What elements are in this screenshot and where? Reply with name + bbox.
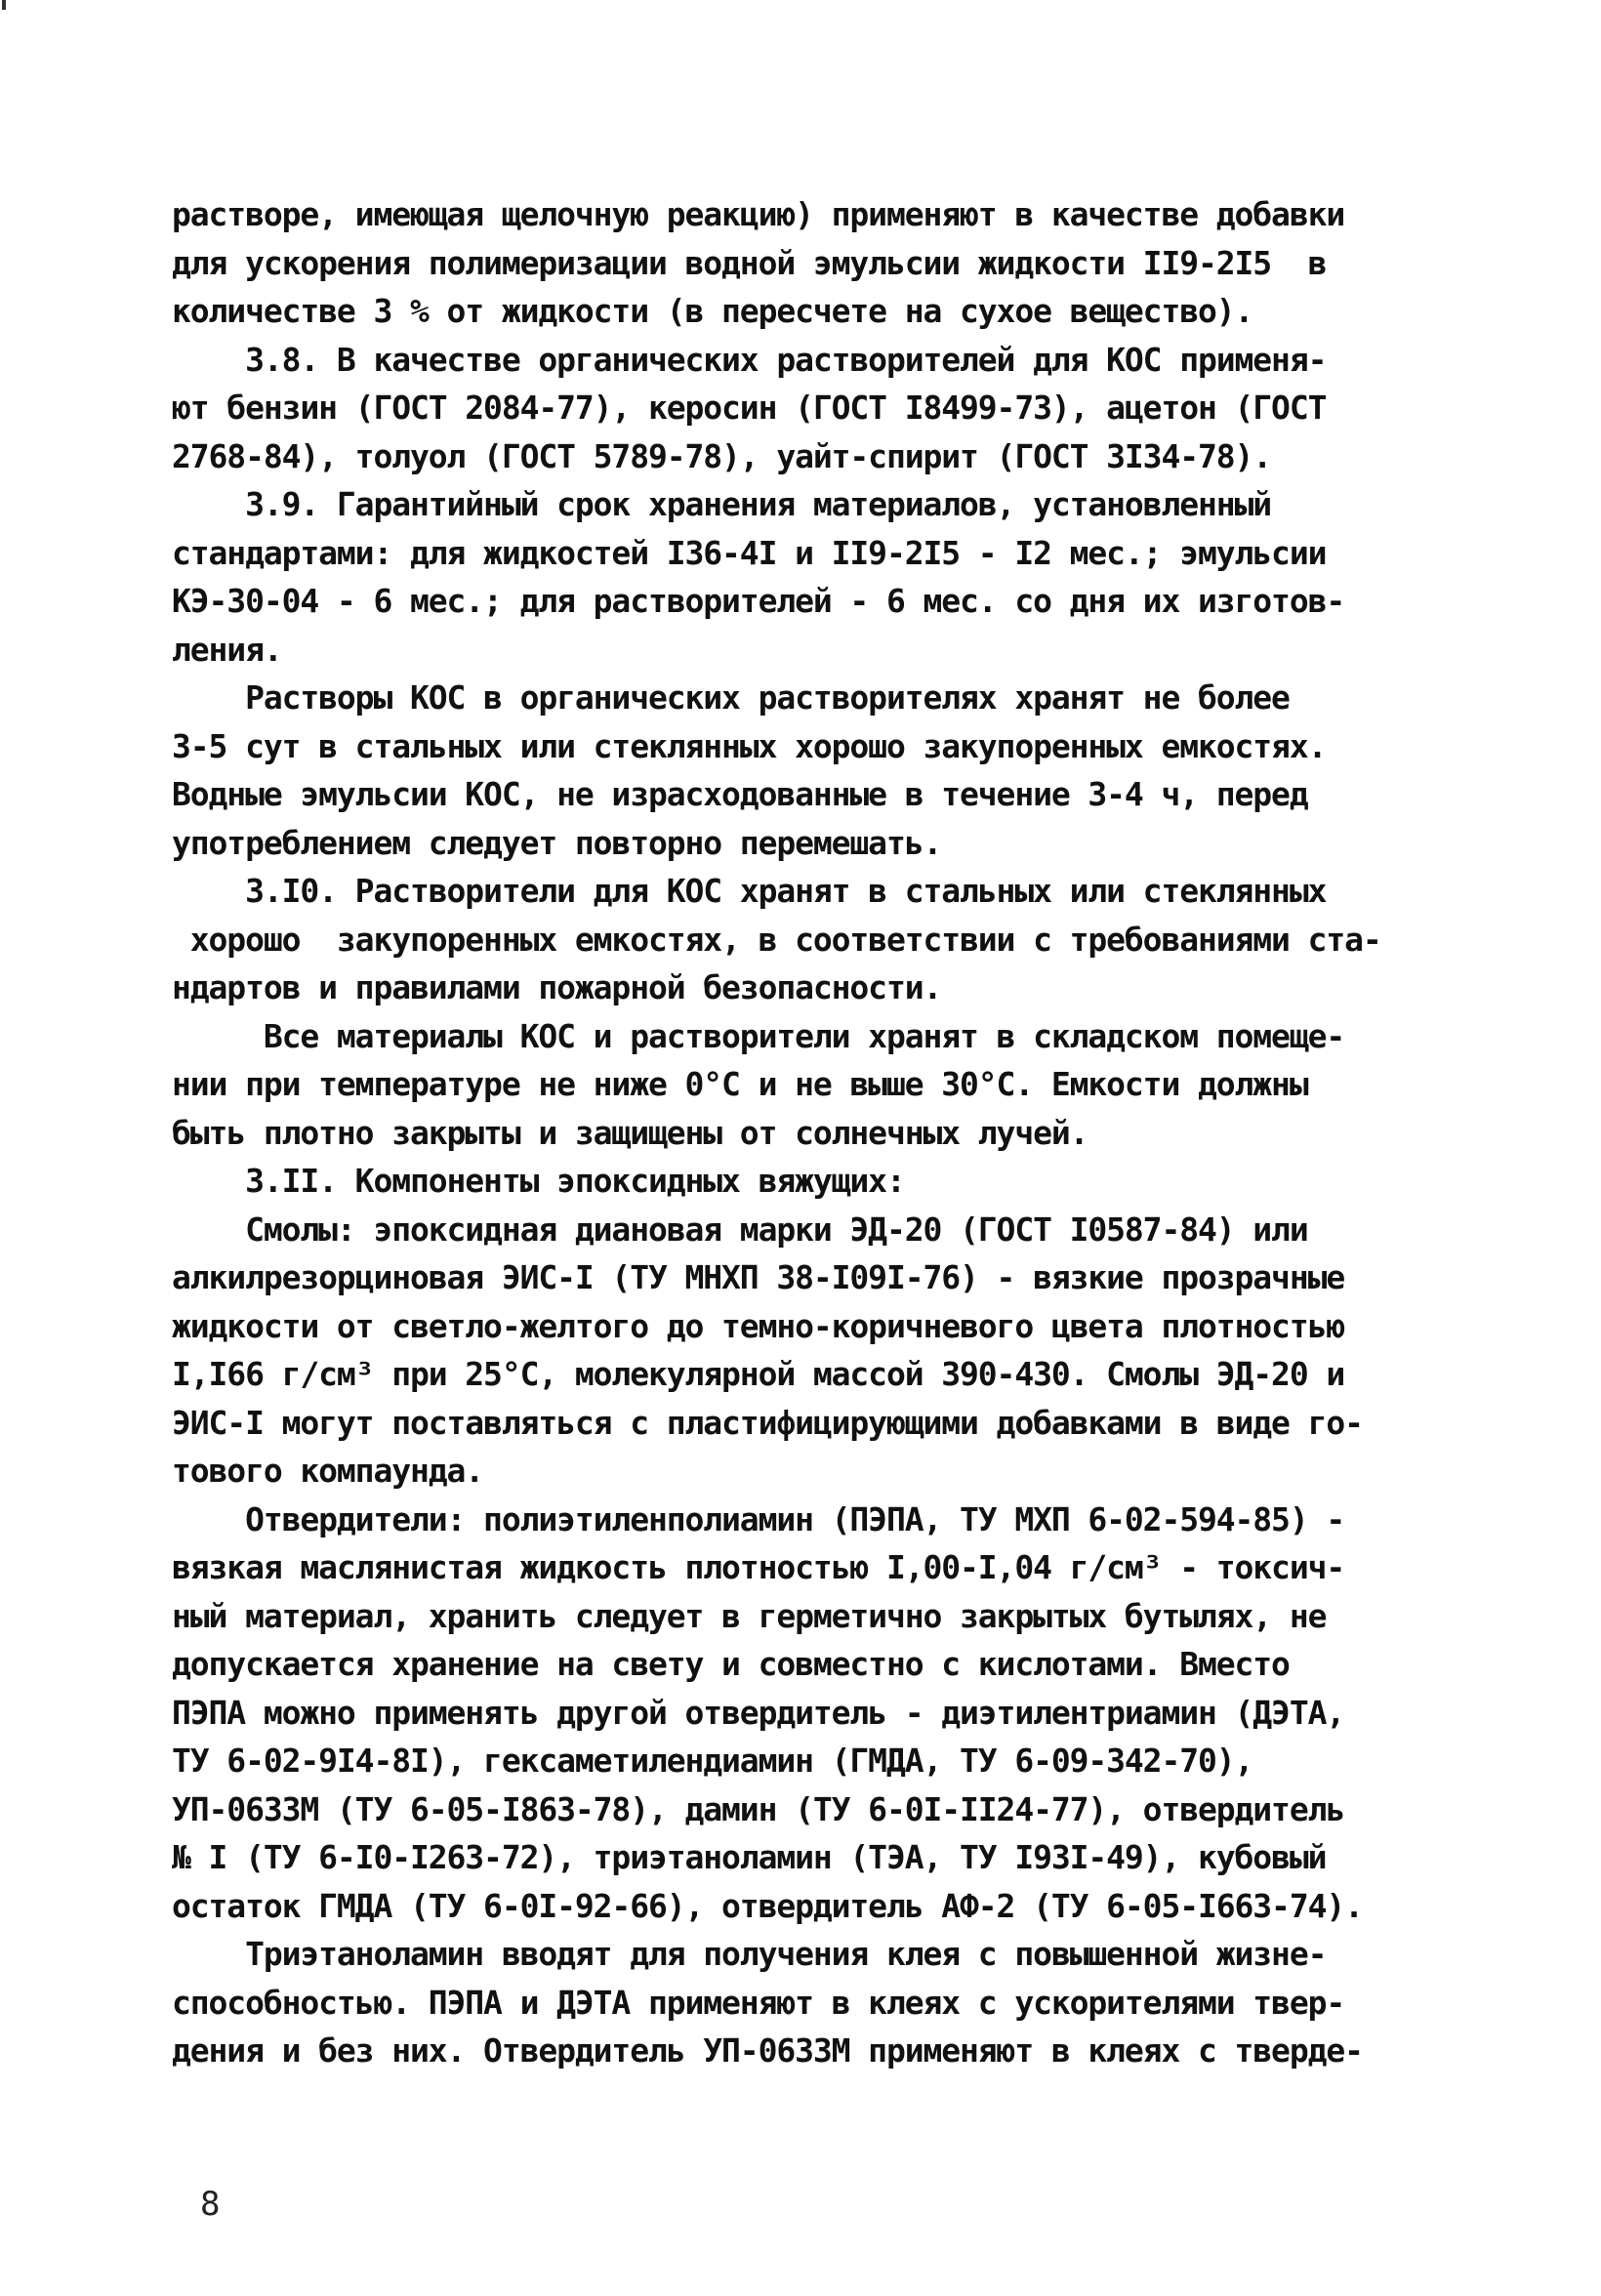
text-line: Растворы КОС в органических растворителях хранят не более — [172, 678, 1290, 717]
text-line: 3.9. Гарантийный срок хранения материалов, установленный — [172, 485, 1272, 523]
scan-edge-mark — [2, 0, 6, 10]
text-line: быть плотно закрыты и защищены от солнечных лучей. — [172, 1113, 1088, 1152]
text-line: растворе, имеющая щелочную реакцию) применяют в качестве добавки — [172, 195, 1345, 233]
text-line: ления. — [172, 630, 282, 669]
text-line: 2768-84), толуол (ГОСТ 5789-78), уайт-спирит (ГОСТ 3I34-78). — [172, 436, 1272, 475]
text-line: ПЭПА можно применять другой отвердитель - диэтилентриамин (ДЭТА, — [172, 1693, 1345, 1732]
text-line: употреблением следует повторно перемешать. — [172, 823, 942, 862]
text-line: Смолы: эпоксидная диановая марки ЭД-20 (ГОСТ I0587-84) или — [172, 1210, 1308, 1249]
text-line: жидкости от светло-желтого до темно-коричневого цвета плотностью — [172, 1306, 1345, 1345]
text-line: I,I66 г/см³ при 25°С, молекулярной массой 390-430. Смолы ЭД-20 и — [172, 1355, 1345, 1393]
text-line: ный материал, хранить следует в герметично закрытых бутылях, не — [172, 1596, 1327, 1635]
text-line: Триэтаноламин вводят для получения клея с повышенной жизне- — [172, 1935, 1327, 1973]
text-line: Водные эмульсии КОС, не израсходованные в течение 3-4 ч, перед — [172, 775, 1308, 813]
text-line: № I (ТУ 6-I0-I263-72), триэтаноламин (ТЭА, ТУ I93I-49), кубовый — [172, 1838, 1327, 1876]
text-line: нии при температуре не ниже 0°С и не выше 30°С. Емкости должны — [172, 1065, 1308, 1103]
page-body-text — [172, 190, 1441, 2075]
text-line: способностью. ПЭПА и ДЭТА применяют в клеях с ускорителями твер- — [172, 1983, 1345, 2022]
text-line: 3-5 сут в стальных или стеклянных хорошо закупоренных емкостях. — [172, 726, 1327, 765]
text-line: для ускорения полимеризации водной эмульсии жидкости II9-2I5 в — [172, 243, 1327, 282]
text-line: количестве 3 % от жидкости (в пересчете на сухое вещество). — [172, 292, 1253, 330]
text-line: 3.II. Компоненты эпоксидных вяжущих: — [172, 1162, 905, 1200]
text-line: УП-0633М (ТУ 6-05-I863-78), дамин (ТУ 6-0I-II24-77), отвердитель — [172, 1789, 1345, 1828]
text-line: ндартов и правилами пожарной безопасности. — [172, 968, 942, 1006]
text-line: дения и без них. Отвердитель УП-0633М применяют в клеях с тверде- — [172, 2031, 1363, 2070]
text-line: 3.8. В качестве органических растворителей для КОС применя- — [172, 340, 1327, 379]
text-line: ЭИС-I могут поставляться с пластифицирующими добавками в виде го- — [172, 1403, 1363, 1442]
page-number: 8 — [200, 2185, 221, 2224]
text-line: ют бензин (ГОСТ 2084-77), керосин (ГОСТ I8499-73), ацетон (ГОСТ — [172, 389, 1327, 427]
text-line: КЭ-30-04 - 6 мес.; для растворителей - 6 мес. со дня их изготов- — [172, 582, 1345, 620]
text-line: хорошо закупоренных емкостях, в соответствии с требованиями ста- — [172, 920, 1381, 959]
text-line: алкилрезорциновая ЭИС-I (ТУ МНХП 38-I09I-76) - вязкие прозрачные — [172, 1258, 1345, 1296]
text-line: тового компаунда. — [172, 1452, 484, 1490]
text-line: допускается хранение на свету и совместно с кислотами. Вместо — [172, 1645, 1290, 1683]
text-line: вязкая маслянистая жидкость плотностью I,00-I,04 г/см³ - токсич- — [172, 1548, 1345, 1586]
text-line: 3.I0. Растворители для КОС хранят в стальных или стеклянных — [172, 872, 1327, 910]
text-line: ТУ 6-02-9I4-8I), гексаметилендиамин (ГМДА, ТУ 6-09-342-70), — [172, 1742, 1253, 1780]
text-line: Отвердители: полиэтиленполиамин (ПЭПА, ТУ МХП 6-02-594-85) - — [172, 1499, 1345, 1538]
text-line: остаток ГМДА (ТУ 6-0I-92-66), отвердитель АФ-2 (ТУ 6-05-I663-74). — [172, 1886, 1363, 1925]
text-line: стандартами: для жидкостей I36-4I и II9-2I5 - I2 мес.; эмульсии — [172, 533, 1327, 572]
text-line: Все материалы КОС и растворители хранят в складском помеще- — [172, 1016, 1345, 1055]
